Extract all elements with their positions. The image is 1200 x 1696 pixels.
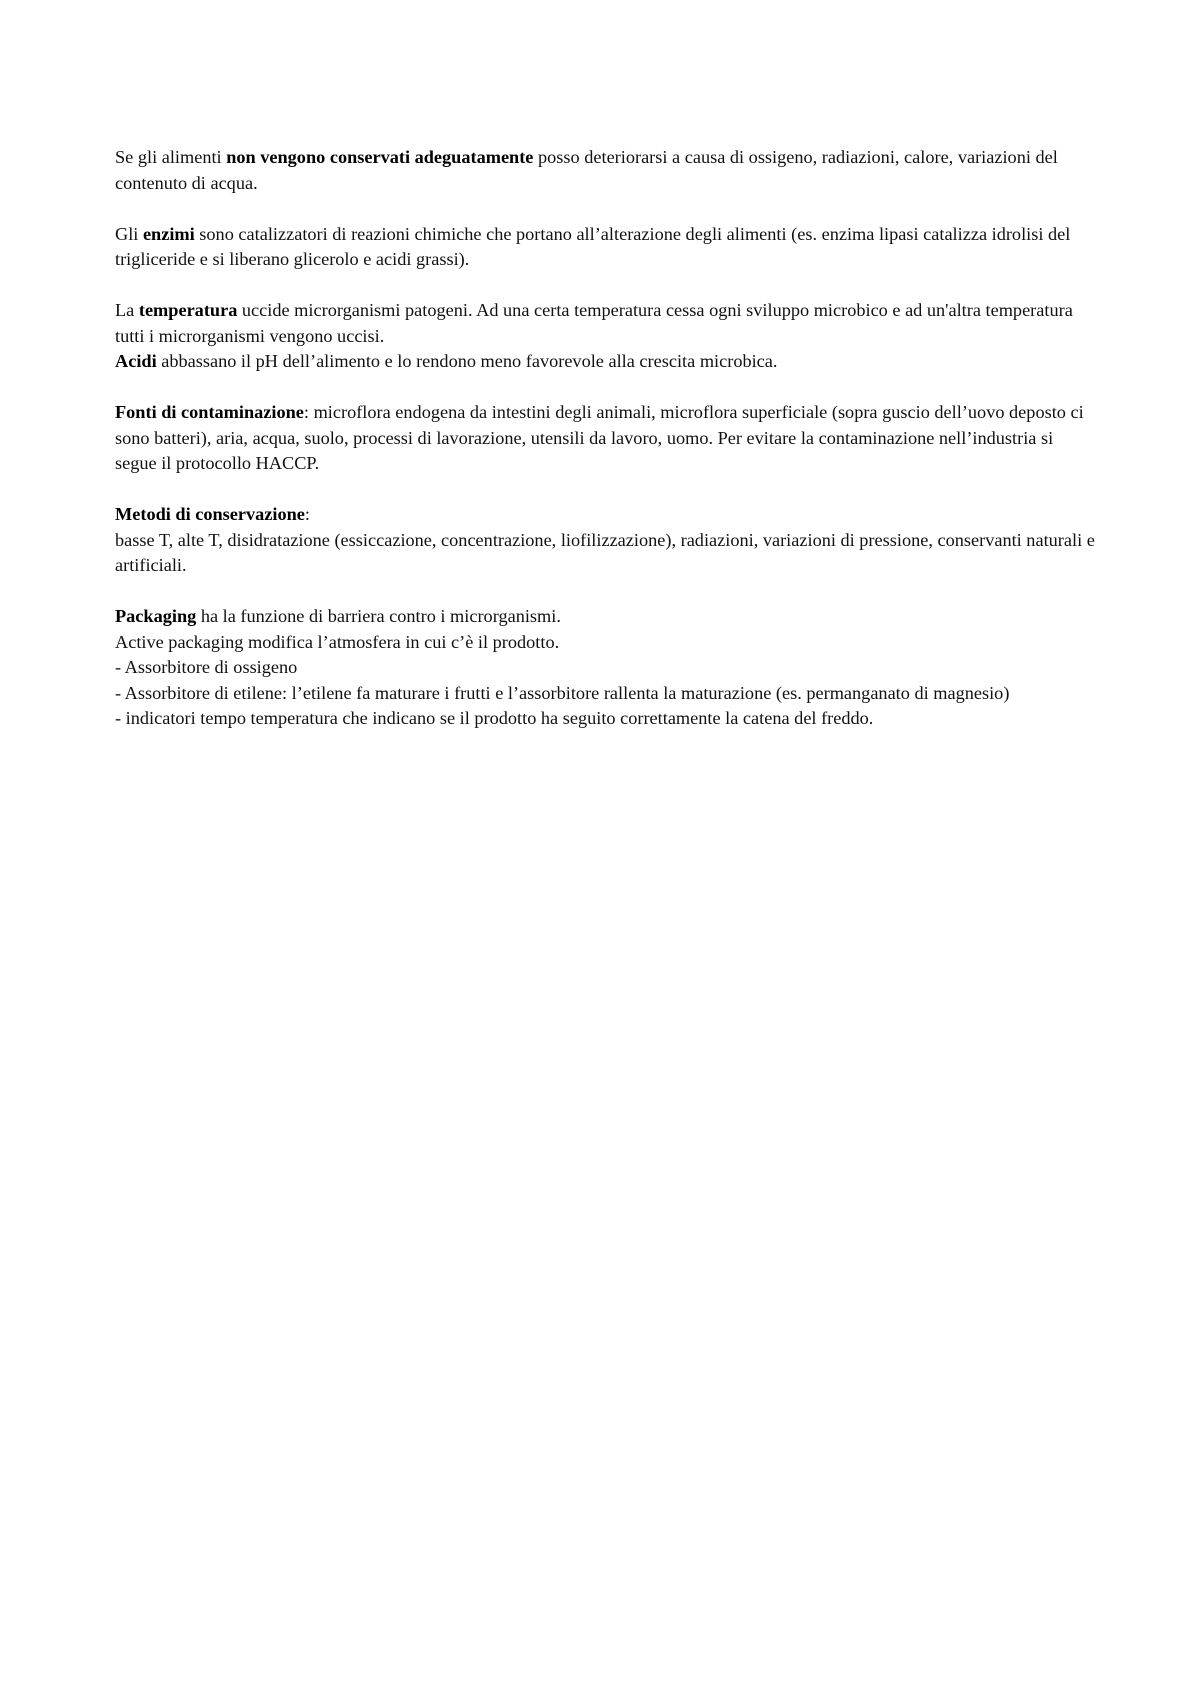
document-body: [115, 145, 1095, 732]
paragraph-conservation-intro: [115, 145, 1095, 196]
paragraph-conservation-methods: [115, 502, 1095, 579]
bold-term: Metodi di conservazione: [115, 504, 305, 524]
paragraph-packaging: [115, 604, 1095, 732]
text-run: Se gli alimenti: [115, 147, 227, 167]
bold-term: temperatura: [138, 300, 238, 320]
bold-term: non vengono conservati adeguatamente: [226, 147, 534, 167]
methods-list-text: basse T, alte T, disidratazione (essiccazione, concentrazione, liofilizzazione), radiazioni, variazioni di pressione, conservanti naturali e artificiali.: [115, 529, 1095, 575]
text-run: : microflora endogena da intestini degli animali, microflora superficiale (sopra guscio dell’uovo deposto ci sono batteri), aria, acqua, suolo, processi di lavorazione, utensili da lavoro, uomo. Per evitare la contaminazione nell’industria si segue il protocollo HACCP.: [115, 402, 1084, 473]
packaging-line: [115, 604, 1095, 630]
paragraph-contamination-sources: [115, 400, 1095, 477]
paragraph-temperature: [115, 298, 1095, 349]
active-packaging-line: Active packaging modifica l’atmosfera in cui c’è il prodotto.: [115, 631, 560, 652]
list-item: - Assorbitore di ossigeno: [115, 657, 298, 677]
text-run: Gli: [115, 223, 143, 244]
text-run: uccide microrganismi patogeni. Ad una certa temperatura cessa ogni sviluppo microbico e ad un'altra temperatura tutti i microrganismi vengono uccisi.: [115, 300, 1073, 346]
text-run: :: [304, 504, 310, 524]
heading-line: [115, 502, 1095, 528]
text-run: ha la funzione di barriera contro i microrganismi.: [196, 606, 561, 626]
text-run: sono catalizzatori di reazioni chimiche che portano all’alterazione degli alimenti (es. enzima lipasi catalizza idrolisi del trigliceride e si liberano glicerolo e acidi grassi).: [115, 223, 1071, 269]
bold-term: Fonti di contaminazione: [115, 402, 304, 422]
paragraph-acids: [115, 349, 1095, 375]
list-item: - Assorbitore di etilene: l’etilene fa maturare i frutti e l’assorbitore rallenta la maturazione (es. permanganato di magnesio): [115, 682, 1010, 703]
list-item: - indicatori tempo temperatura che indicano se il prodotto ha seguito correttamente la catena del freddo.: [115, 708, 874, 728]
bold-term: Acidi: [115, 351, 157, 371]
text-run: La: [115, 300, 139, 320]
bold-term: Packaging: [115, 606, 197, 626]
bold-term: enzimi: [142, 223, 195, 244]
text-run: posso deteriorarsi a causa di ossigeno, radiazioni, calore, variazioni del contenuto di acqua.: [115, 147, 1058, 193]
paragraph-enzymes: [115, 222, 1095, 273]
text-run: abbassano il pH dell’alimento e lo rendono meno favorevole alla crescita microbica.: [156, 351, 778, 371]
